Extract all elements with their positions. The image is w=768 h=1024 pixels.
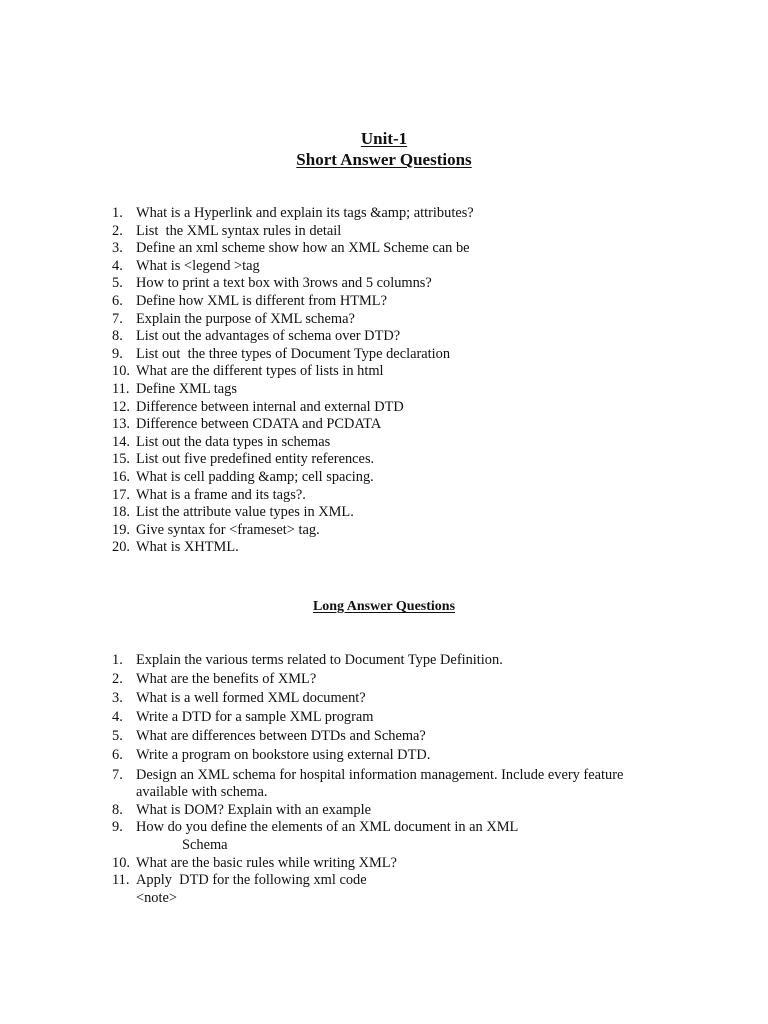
list-item: 11. Apply DTD for the following xml code (112, 872, 367, 889)
list-item: 7. Explain the purpose of XML schema? (112, 310, 355, 327)
list-item: 20. What is XHTML. (112, 539, 239, 556)
long-answer-heading: Long Answer Questions (312, 599, 456, 614)
list-item: 8. What is DOM? Explain with an example (112, 801, 371, 818)
list-item: 15. List out five predefined entity references. (112, 451, 375, 468)
list-item: 9. List out the three types of Document Type declaration (112, 345, 451, 362)
list-item: 12. Difference between internal and external DTD (112, 398, 404, 415)
list-item: 6. Write a program on bookstore using external DTD. (112, 747, 431, 764)
list-item: 11. Define XML tags (112, 380, 237, 397)
list-item: 4. Write a DTD for a sample XML program (112, 709, 374, 726)
list-item: 9. How do you define the elements of an XML document in an XML (112, 819, 519, 836)
short-answer-list (112, 205, 712, 557)
list-item-continuation: Schema (182, 836, 228, 853)
long-answer-list (112, 652, 712, 907)
list-item: 5. What are differences between DTDs and Schema? (112, 728, 426, 745)
list-item-continuation: available with schema. (136, 784, 268, 801)
list-item: 2. What are the benefits of XML? (112, 671, 317, 688)
list-item: 7. Design an XML schema for hospital information management. Include every feature (112, 766, 624, 783)
list-item: 19. Give syntax for <frameset> tag. (112, 521, 320, 538)
list-item: 13. Difference between CDATA and PCDATA (112, 416, 382, 433)
list-item: 14. List out the data types in schemas (112, 433, 331, 450)
list-item: 10. What are the basic rules while writing XML? (112, 854, 397, 871)
list-item: 17. What is a frame and its tags?. (112, 486, 306, 503)
list-item: 6. Define how XML is different from HTML? (112, 292, 387, 309)
list-item: 10. What are the different types of lists in html (112, 363, 384, 380)
list-item: 5. How to print a text box with 3rows and 5 columns? (112, 275, 432, 292)
list-item: 16. What is cell padding &amp; cell spacing. (112, 468, 374, 485)
list-item: 3. Define an xml scheme show how an XML Scheme can be (112, 240, 470, 257)
list-item: 2. List the XML syntax rules in detail (112, 222, 342, 239)
list-item: 3. What is a well formed XML document? (112, 690, 366, 707)
list-item: 1. Explain the various terms related to Document Type Definition. (112, 652, 503, 668)
short-answer-heading: Short Answer Questions (296, 150, 472, 169)
list-item: 1. What is a Hyperlink and explain its tags &amp; attributes? (112, 205, 474, 221)
title-block (0, 128, 768, 170)
list-item: 4. What is <legend >tag (112, 257, 260, 274)
unit-title: Unit-1 (360, 129, 408, 148)
list-item: 18. List the attribute value types in XML. (112, 504, 354, 521)
code-line: <note> (136, 889, 178, 906)
list-item: 8. List out the advantages of schema over DTD? (112, 328, 401, 345)
